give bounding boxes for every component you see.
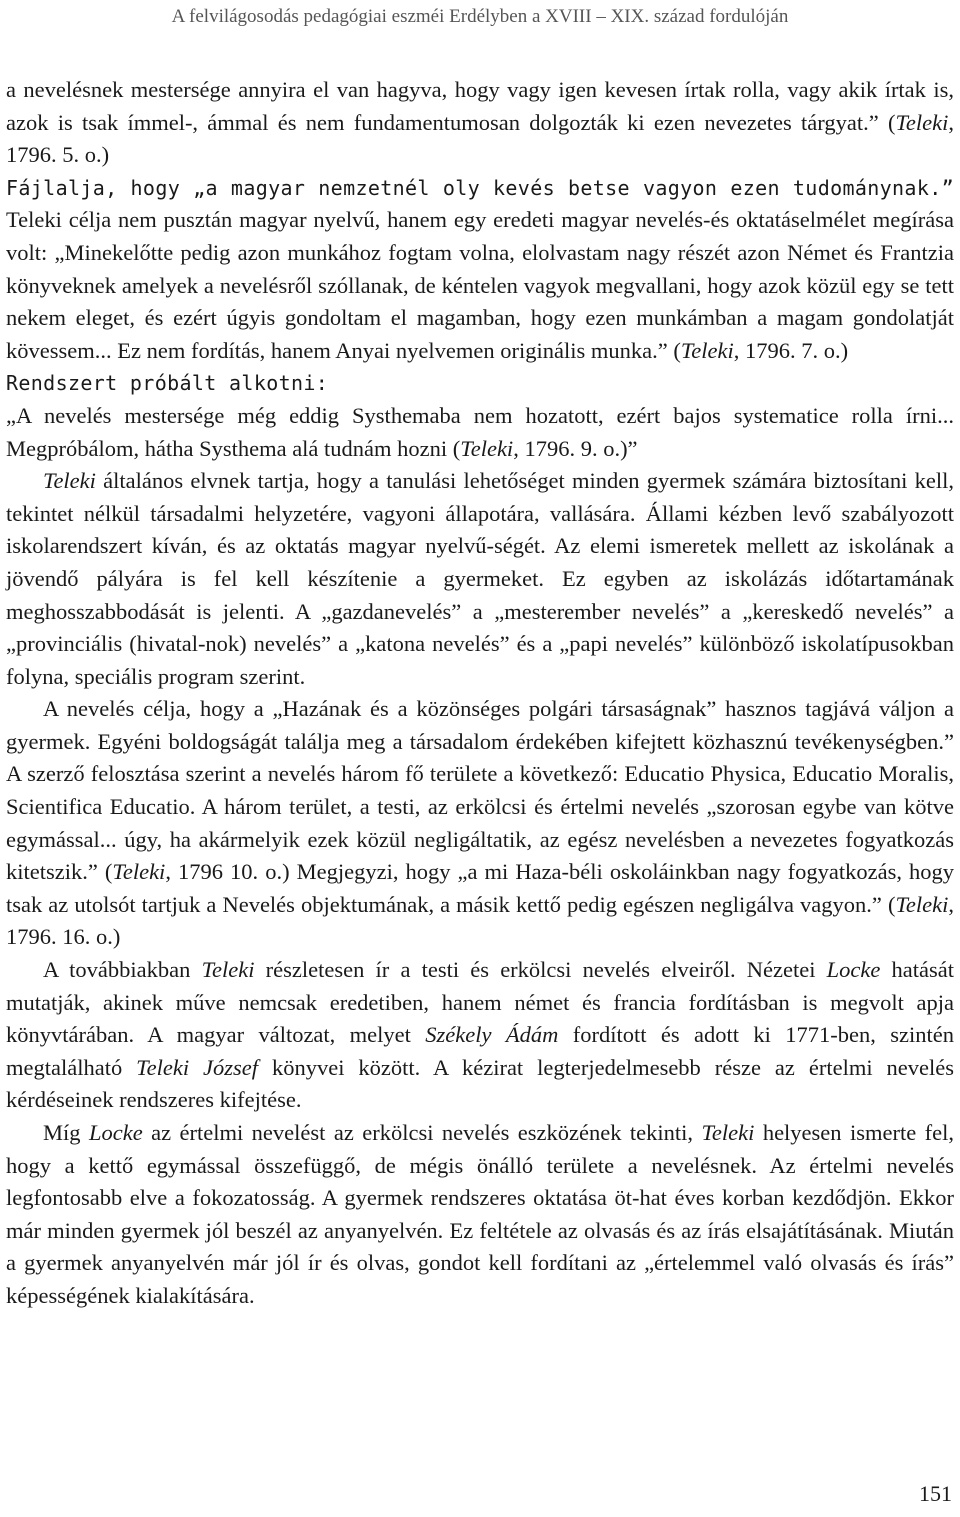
page-number: 151 — [919, 1481, 952, 1506]
text-run: , 1796. 7. o.) — [733, 337, 849, 363]
text-run: általános elvnek tartja, hogy a tanulási lehetőséget minden gyermek számára biztosítani kell, tekintet nélkül társadalmi helyzetére, vagyoni állapotára, vallására. Állami kézben levő szabályozott iskolarendszert kíván, és az oktatás magyar nyelvű-ségét. Az elemi ismeretek mellett az iskolának a jövendő pályára is fel kell készítenie a gyermeket. Ez egyben az iskolázás időtartamának meghosszabbodását is jelenti. A „gazdanevelés” a „mesterember nevelés” a „kereskedő nevelés” a „provinciális (hivatal-nok) nevelés” a „katona nevelés” és a „papi nevelés” különböző iskolatípusokban folyna, speciális program szerint. — [6, 468, 954, 689]
running-header: A felvilágosodás pedagógiai eszméi Erdélyben a XVIII – XIX. század fordulóján — [171, 6, 789, 27]
italic-reference: Teleki — [43, 468, 96, 494]
italic-reference: Teleki — [701, 1120, 755, 1145]
text-run: Míg — [43, 1120, 89, 1145]
italic-reference: Teleki — [460, 435, 514, 461]
text-run: A nevelés célja, hogy a „Hazának és a közönséges polgári társaságnak” hasznos tagjává váljon a gyermek. Egyéni boldogságát találja meg a társadalom érdekében kifejtett közhasznú tevékenységben.” A szerző felosztása szerint a nevelés három fő területe a következő: Educatio Physica, Educatio Moralis, Scientifica Educatio. A három terület, a testi, az erkölcsi és értelmi nevelés „szorosan egybe van kötve egymással... úgy, ha akármelyik ezek közül negligáltatik, az egész nevelésben a nevezetes fogyatkozás kitetszik.” ( — [6, 696, 954, 885]
text-run: könyvei között. A kézirat legterjedelmesebb része az értelmi nevelés kérdéseinek rendszeres kifejtése. — [6, 1054, 955, 1113]
text-run: Teleki célja nem pusztán magyar nyelvű, hanem egy eredeti magyar nevelés-és oktatáselmélet megírása volt: „Minekelőtte pedig azon munkához fogtam volna, elolvastam nagy részét azon Német és Frantzia könyveknek amelyek a nevelésről szóllanak, de kéntelen vagyok megvallani, hogy azok közül egy se tett nekem eleget, és ezért úgyis gondoltam el magamban, hogy ezen munkámban a magam gondolatját kövessem... Ez nem fordítás, hanem Anyai nyelvemen originális munka.” ( — [6, 207, 954, 363]
body-text — [6, 74, 954, 1313]
text-run: A továbbiakban — [43, 957, 202, 983]
paragraph-5 — [6, 1117, 954, 1313]
paragraph-2 — [6, 465, 954, 693]
text-run: az értelmi nevelést az erkölcsi nevelés eszközének tekinti, — [142, 1120, 702, 1145]
italic-reference: Teleki József — [136, 1054, 259, 1080]
text-run: hatását mutatják, akinek műve nemcsak eredetiben, hanem német és francia fordításban is megvolt apja könyvtárában. A magyar változat, melyet — [6, 957, 954, 1048]
paragraph-1 — [6, 74, 954, 465]
italic-reference: Teleki — [112, 859, 166, 885]
paragraph-3 — [6, 693, 954, 954]
text-run: , 1796. 9. o.)” — [513, 435, 638, 461]
italic-reference: Székely Ádám — [425, 1022, 559, 1048]
text-run: részletesen ír a testi és erkölcsi nevelés elveiről. Nézetei — [254, 957, 827, 983]
text-run: , 1796. 5. o.) — [6, 109, 954, 168]
italic-reference: Teleki — [895, 891, 949, 917]
text-run: „A nevelés mestersége még eddig Systhemaba nem hozatott, ezért bajos systematice rolla írni... Megpróbálom, hátha Systhema alá tudnám hozni ( — [6, 402, 954, 461]
italic-reference: Teleki — [680, 337, 734, 363]
paragraph-4 — [6, 954, 954, 1117]
typewriter-text: Fájlalja, hogy „a magyar nemzetnél oly kevés betse vagyon ezen tudománynak.” — [6, 175, 954, 200]
text-run: , 1796 10. o.) Megjegyzi, hogy „a mi Haza-béli oskoláinkban nagy fogyatkozás, hogy tsak az utolsót tartjuk a Nevelés objektumának, a másik kettő pedig egészen negligálva vagyon.” ( — [6, 859, 954, 917]
italic-reference: Locke — [826, 957, 881, 983]
text-run: fordított és adott ki 1771-ben, szintén megtalálható — [6, 1022, 954, 1080]
text-run: helyesen ismerte fel, hogy a kettő egymással összefüggő, de mégis önálló területe a nevelésnek. Az értelmi nevelés legfontosabb elve a fokozatosság. A gyermek rendszeres oktatása öt-hat éves korban kezdődjön. Ekkor már minden gyermek jól beszél az anyanyelvén. Ez feltétele az olvasás és az írás elsajátításának. Miután a gyermek anyanyelvén már jól ír és olvas, gondot kell fordítani az „értelemmel való olvasás és írás” képességének kialakítására. — [6, 1120, 954, 1308]
text-run: a nevelésnek mestersége annyira el van hagyva, hogy vagy igen kevesen írtak rolla, vagy akik írtak is, azok is tsak ímmel-, ámmal és nem fundamentumosan dolgozták ki ezen nevezetes tárgyat.” ( — [6, 77, 954, 135]
typewriter-text: Rendszert próbált alkotni: — [6, 371, 329, 396]
italic-reference: Teleki — [201, 957, 255, 983]
text-run: , 1796. 16. o.) — [6, 891, 954, 950]
italic-reference: Teleki — [895, 109, 949, 135]
italic-reference: Locke — [88, 1120, 143, 1145]
